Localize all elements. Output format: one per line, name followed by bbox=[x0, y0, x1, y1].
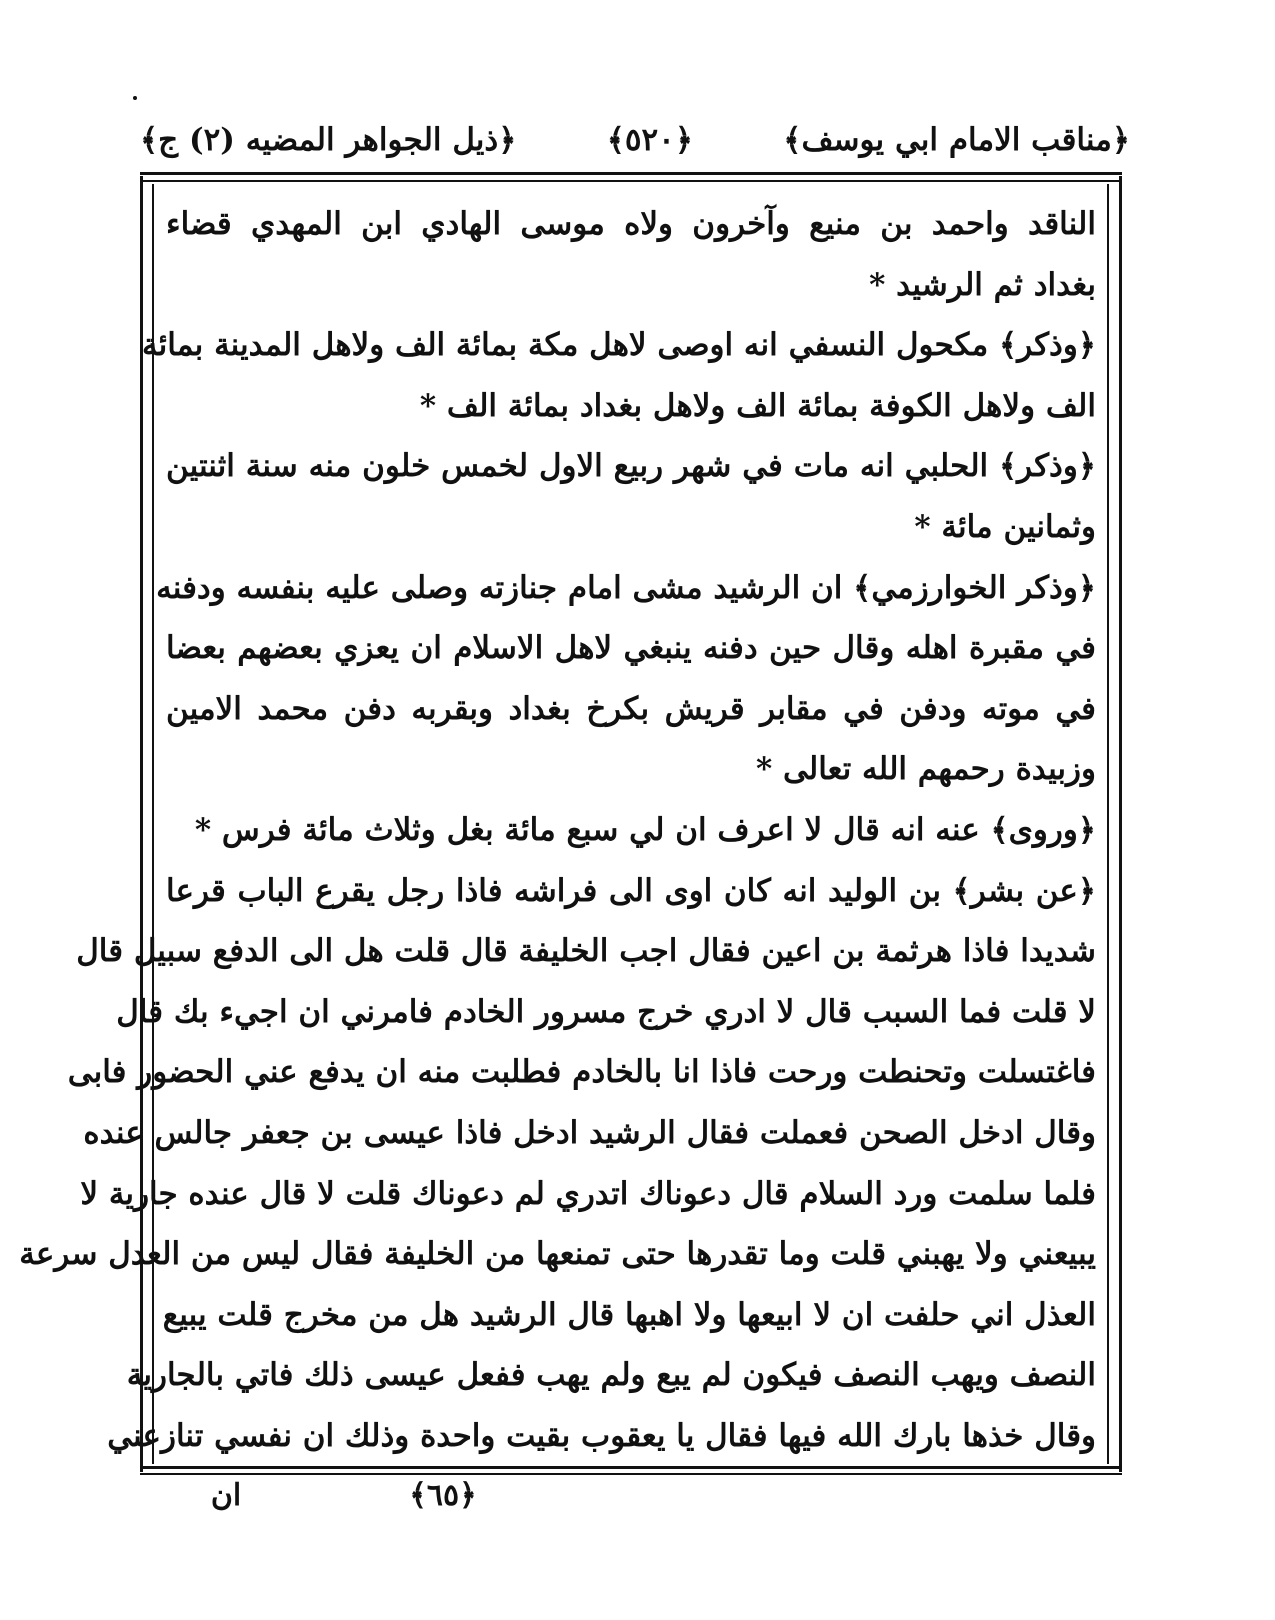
running-header bbox=[140, 115, 1130, 165]
signature-mark: ﴿٦٥﴾ bbox=[409, 1478, 477, 1513]
text-line: شديدا فاذا هرثمة بن اعين فقال اجب الخليفة قال قلت هل الى الدفع سبيل قال bbox=[76, 933, 1096, 970]
text-line: العذل اني حلفت ان لا ابيعها ولا اهبها قال الرشيد هل من مخرج قلت يبيع bbox=[162, 1296, 1096, 1333]
text-line: وقال خذها بارك الله فيها فقال يا يعقوب بقيت واحدة وذلك ان نفسي تنازعني bbox=[107, 1417, 1096, 1454]
text-line: ﴿وذكر الخوارزمي﴾ ان الرشيد مشى امام جنازته وصلى عليه بنفسه ودفنه bbox=[156, 569, 1096, 606]
text-line: ﴿عن بشر﴾ بن الوليد انه كان اوى الى فراشه فاذا رجل يقرع الباب قرعا bbox=[166, 872, 1096, 909]
text-line: وثمانين مائة * bbox=[914, 508, 1096, 545]
text-line: وقال ادخل الصحن فعملت فقال الرشيد ادخل فاذا عيسى بن جعفر جالس عنده bbox=[83, 1114, 1096, 1151]
text-line: الناقد واحمد بن منيع وآخرون ولاه موسى الهادي ابن المهدي قضاء bbox=[166, 206, 1096, 242]
text-line: في موته ودفن في مقابر قريش بكرخ بغداد وبقربه دفن محمد الامين bbox=[166, 690, 1096, 727]
text-line: يبيعني ولا يهبني قلت وما تقدرها حتى تمنعها من الخليفة فقال ليس من العدل سرعة bbox=[19, 1236, 1096, 1273]
header-title-right: ﴿مناقب الامام ابي يوسف﴾ bbox=[783, 122, 1130, 158]
text-line: بغداد ثم الرشيد * bbox=[869, 266, 1096, 303]
text-line: ﴿وذكر﴾ مكحول النسفي انه اوصى لاهل مكة بمائة الف ولاهل المدينة بمائة bbox=[142, 327, 1096, 364]
frame-bottom-inner-rule bbox=[140, 1473, 1122, 1475]
frame-top-outer-rule bbox=[140, 172, 1122, 175]
text-line: النصف ويهب النصف فيكون لم يبع ولم يهب ففعل عيسى ذلك فاتي بالجارية bbox=[126, 1357, 1096, 1394]
stray-dot bbox=[133, 96, 137, 100]
text-line: فلما سلمت ورد السلام قال دعوناك اتدري لم دعوناك قلت لا قال عنده جارية لا bbox=[80, 1175, 1096, 1212]
header-title-left: ﴿ذيل الجواهر المضيه (٢) ج﴾ bbox=[140, 122, 517, 158]
text-line: لا قلت فما السبب قال لا ادري خرج مسرور الخادم فامرني ان اجيء بك قال bbox=[116, 993, 1096, 1030]
body-text bbox=[19, 194, 1096, 1466]
text-line: الف ولاهل الكوفة بمائة الف ولاهل بغداد بمائة الف * bbox=[419, 387, 1096, 424]
frame-top-inner-rule bbox=[140, 180, 1122, 182]
text-line: ﴿وذكر﴾ الحلبي انه مات في شهر ربيع الاول لخمس خلون منه سنة اثنتين bbox=[166, 448, 1096, 485]
text-line: فاغتسلت وتحنطت ورحت فاذا انا بالخادم فطلبت منه ان يدفع عني الحضور فابى bbox=[67, 1054, 1096, 1091]
page-number: ﴿٥٢٠﴾ bbox=[606, 122, 693, 158]
catchword: ان bbox=[210, 1478, 242, 1513]
text-line: في مقبرة اهله وقال حين دفنه ينبغي لاهل الاسلام ان يعزي بعضهم بعضا bbox=[166, 630, 1096, 667]
frame-right-inner-rule bbox=[1107, 184, 1109, 1464]
text-line: ﴿وروى﴾ عنه انه قال لا اعرف ان لي سبع مائة بغل وثلاث مائة فرس * bbox=[194, 811, 1096, 848]
frame-right-outer-rule bbox=[1119, 176, 1122, 1472]
text-line: وزبيدة رحمهم الله تعالى * bbox=[755, 751, 1096, 788]
